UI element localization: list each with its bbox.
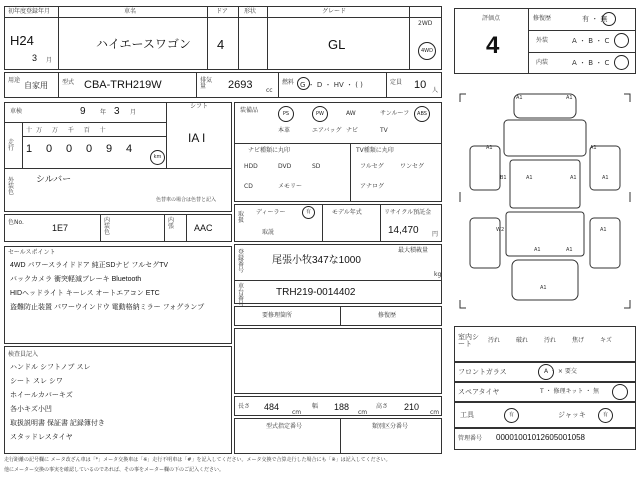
equipment-item: ABS xyxy=(414,106,430,122)
diagram-mark: A1 xyxy=(534,247,541,253)
spare-tire-label: スペアタイヤ xyxy=(458,388,500,396)
tools-label: 工具 xyxy=(460,411,474,419)
car-name-value: ハイエースワゴン xyxy=(96,37,191,51)
drive-value: 4WD xyxy=(421,47,433,54)
chassis-value: TRH219-0014402 xyxy=(276,287,356,298)
trim-label: 内張 xyxy=(168,217,175,230)
shift-value: IA I xyxy=(188,131,206,145)
doors-value: 4 xyxy=(217,37,225,52)
equipment-item: AW xyxy=(346,110,356,117)
mileage-digit: 9 xyxy=(106,143,113,155)
exterior-color-note: 色替車の場合は色替と記入 xyxy=(156,197,217,203)
fuel-gasoline-circle xyxy=(297,77,310,90)
seat-label: 室内シート xyxy=(458,333,479,348)
windshield-options: A ・ × 要交 xyxy=(544,368,577,375)
mileage-digit: 0 xyxy=(46,143,53,155)
manual-label: 取説 xyxy=(262,229,275,236)
note-line: スタッドレスタイヤ xyxy=(10,434,73,441)
fuel-options: G ・ D ・ HV ・ ( ) xyxy=(300,81,363,89)
equipment-item-2: ナビ xyxy=(346,127,359,134)
mileage-digit: 1 xyxy=(26,143,33,155)
trim-value: AAC xyxy=(194,223,213,233)
capacity-value: 10 xyxy=(414,79,427,91)
spare-tire-options: T ・ 修理キット ・ 無 xyxy=(540,388,600,395)
drive-4wd-circle xyxy=(418,42,436,60)
windshield-label: フロントガラス xyxy=(458,368,507,376)
model-cert-label: 型式指定番号 xyxy=(266,423,303,430)
footer-line-1: 走行距離の記号欄に メータ改ざん車は「*」メータ交換車は「※」走行不明車は「#」を記入してください。メータ交換で合算走行した場合にも「※」は記入してください。 xyxy=(4,457,391,463)
mileage-label: 走行 xyxy=(8,139,15,152)
interior-c-circle xyxy=(614,55,629,70)
diagram-mark: A1 xyxy=(590,145,597,151)
equipment-item: PS xyxy=(278,106,294,122)
tv-option: ワンセグ xyxy=(400,163,425,170)
inspection-block xyxy=(4,102,232,212)
diagram-mark: A1 xyxy=(566,95,573,101)
exterior-color-value: シルバー xyxy=(36,174,72,184)
class-label: 類別区分番号 xyxy=(372,423,409,430)
note-line: シート スレ シワ xyxy=(10,378,63,385)
exterior-color-label: 外装色 xyxy=(8,177,15,196)
exterior-c-circle xyxy=(614,33,629,48)
fuel-label: 燃料 xyxy=(282,79,295,86)
diagram-mark: A1 xyxy=(540,285,547,291)
displacement-value: 2693 xyxy=(228,79,253,91)
tv-option: フルセグ xyxy=(360,163,384,170)
length-label: 長さ xyxy=(238,403,251,410)
diagram-mark: A1 xyxy=(486,145,493,151)
registration-label: 登録番号 xyxy=(238,249,245,274)
note-line: 取扱説明書 保証書 記録簿付き xyxy=(10,420,105,427)
score-value: 4 xyxy=(486,32,500,59)
navi-option: DVD xyxy=(278,163,292,170)
diagram-mark: A1 xyxy=(516,95,523,101)
height-value: 210 xyxy=(404,402,420,412)
note-line: 各小キズ小凹 xyxy=(10,406,52,413)
height-label: 高さ xyxy=(376,403,389,410)
tv-label: TV種類に丸印 xyxy=(356,147,394,154)
capacity-label: 定員 xyxy=(390,79,403,86)
control-label: 管理番号 xyxy=(458,435,483,442)
interior-color-label: 内装色 xyxy=(104,217,111,236)
chassis-label: 車台番号 xyxy=(238,283,245,308)
length-unit: cm xyxy=(292,409,302,416)
navi-option: CD xyxy=(244,183,253,190)
grade-label: グレード xyxy=(322,8,347,15)
model-year-label: モデル年式 xyxy=(332,209,362,216)
use-label: 用途 xyxy=(8,77,21,84)
tools-circle xyxy=(504,408,519,423)
equipment-label: 装備品 xyxy=(240,107,259,114)
diagram-mark: A1 xyxy=(570,175,577,181)
spare-tire-none-circle xyxy=(612,384,628,400)
exterior-score-label: 外装 xyxy=(536,37,549,44)
equipment-item: PW xyxy=(312,106,328,122)
notes-right xyxy=(234,328,442,394)
displacement-unit: cc xyxy=(266,87,273,94)
note-line: ホイールカバーキズ xyxy=(10,392,73,399)
handling-label: 取扱 xyxy=(238,211,245,224)
displacement-label: 排気量 xyxy=(200,77,213,90)
registration-value: 尾張小牧347な1000 xyxy=(272,255,361,266)
seat-option: 破れ xyxy=(516,337,529,344)
diagram-mark: A1 xyxy=(526,175,533,181)
color-code-label: 色No. xyxy=(8,219,24,226)
reg-year-label: 初年度登録年月 xyxy=(8,8,51,15)
seat-block xyxy=(454,326,636,362)
width-value: 188 xyxy=(334,402,350,412)
navi-label: ナビ種類に丸印 xyxy=(248,147,291,154)
repair-history-label: 修復歴 xyxy=(533,15,552,22)
drive-label: 2WD xyxy=(418,20,433,27)
inspection-label: 車検 xyxy=(10,108,23,115)
dealer-label: ディーラー xyxy=(256,209,286,216)
seat-option: キズ xyxy=(600,337,612,344)
recycle-value: 14,470 xyxy=(388,225,419,236)
exterior-score-options: A ・ B ・ C xyxy=(572,37,610,45)
length-value: 484 xyxy=(264,402,280,412)
sales-points-label: セールスポイント xyxy=(8,249,56,256)
model-value: CBA-TRH219W xyxy=(84,79,162,91)
width-label: 幅 xyxy=(312,403,319,410)
inspection-month-unit: 月 xyxy=(130,109,137,116)
equipment-item-2: TV xyxy=(380,127,388,134)
mileage-digit: 0 xyxy=(66,143,73,155)
mileage-km-circle xyxy=(150,150,165,165)
doors-label: ドア xyxy=(216,8,228,15)
footer-line-2: 他にメーター交換の事実を確認しているのであれば、その事をメーター欄の下のご記入ください。 xyxy=(4,467,225,473)
equipment-item-2: エアバッグ xyxy=(312,127,342,134)
tv-option: アナログ xyxy=(360,183,385,190)
color-code-value: 1E7 xyxy=(52,223,69,233)
diagram-mark: A1 xyxy=(600,227,607,233)
interior-score-options: A ・ B ・ C xyxy=(572,59,610,67)
grade-value: GL xyxy=(328,37,346,52)
navi-option: メモリー xyxy=(278,183,303,190)
diagram-mark: A1 xyxy=(602,175,609,181)
diagram-mark: W2 xyxy=(496,227,505,233)
mileage-digit: 4 xyxy=(126,143,133,155)
equipment-item: サンルーフ xyxy=(380,110,410,117)
diagram-mark: B1 xyxy=(500,175,507,181)
repair-label: 要修理箇所 xyxy=(262,312,293,319)
reg-year-value: H24 xyxy=(10,33,34,48)
jack-value: 有 xyxy=(602,412,608,418)
control-value: 00001001012605001058 xyxy=(496,433,585,442)
inspection-year: 9 xyxy=(80,106,86,117)
interior-score-label: 内装 xyxy=(536,59,549,66)
record-label: 修復歴 xyxy=(378,312,397,319)
use-value: 自家用 xyxy=(24,81,48,90)
repair-history-options: 有 ・ 無 xyxy=(582,15,608,23)
mileage-unit: km xyxy=(153,154,162,160)
sales-point-line: HIDヘッドライト キーレス オートエアコン ETC xyxy=(10,290,160,297)
jack-label: ジャッキ xyxy=(558,411,586,419)
capacity-unit: 人 xyxy=(432,87,439,94)
recycle-label: リサイクル預託金 xyxy=(384,209,432,216)
shift-label: シフト xyxy=(190,103,209,110)
car-name-label: 車名 xyxy=(124,8,137,15)
reg-month-unit: 月 xyxy=(46,57,53,64)
seat-option: 汚れ xyxy=(544,337,557,344)
score-label: 評価点 xyxy=(482,15,501,22)
seat-option: 焦げ xyxy=(572,337,585,344)
mileage-digit: 0 xyxy=(86,143,93,155)
equipment-item-2: 本革 xyxy=(278,127,291,134)
inspection-year-unit: 年 xyxy=(100,109,107,116)
width-unit: cm xyxy=(358,409,368,416)
reg-month-value: 3 xyxy=(32,53,38,63)
max-load-unit: kg xyxy=(434,271,442,278)
navi-option: HDD xyxy=(244,163,258,170)
max-load-label: 最大積載量 xyxy=(398,247,429,254)
jack-circle xyxy=(598,408,613,423)
height-unit: cm xyxy=(430,409,440,416)
dealer-value: 有 xyxy=(305,209,311,215)
remarks-label: 検査員記入 xyxy=(8,351,39,358)
sales-point-line: バックカメラ 衝突軽減ブレーキ Bluetooth xyxy=(10,276,142,283)
shape-label: 形状 xyxy=(244,8,257,15)
sales-point-line: 盗難防止装置 パワーウインドウ 電動格納ミラー フォグランプ xyxy=(10,304,205,311)
dealer-circle xyxy=(302,206,315,219)
diagram-mark: A1 xyxy=(566,247,573,253)
repair-none-circle xyxy=(602,12,616,26)
tools-value: 有 xyxy=(508,412,514,418)
seat-option: 汚れ xyxy=(488,337,501,344)
recycle-unit: 円 xyxy=(432,231,439,238)
inspection-month: 3 xyxy=(114,106,120,117)
note-line: ハンドル シフトノブ スレ xyxy=(10,364,91,371)
sales-point-line: 4WD パワースライドドア 純正SDナビ フルセグTV xyxy=(10,262,169,269)
model-label: 型式 xyxy=(62,79,75,86)
mileage-digit-header: 十万 万 千 百 十 xyxy=(26,127,110,134)
navi-option: SD xyxy=(312,163,321,170)
